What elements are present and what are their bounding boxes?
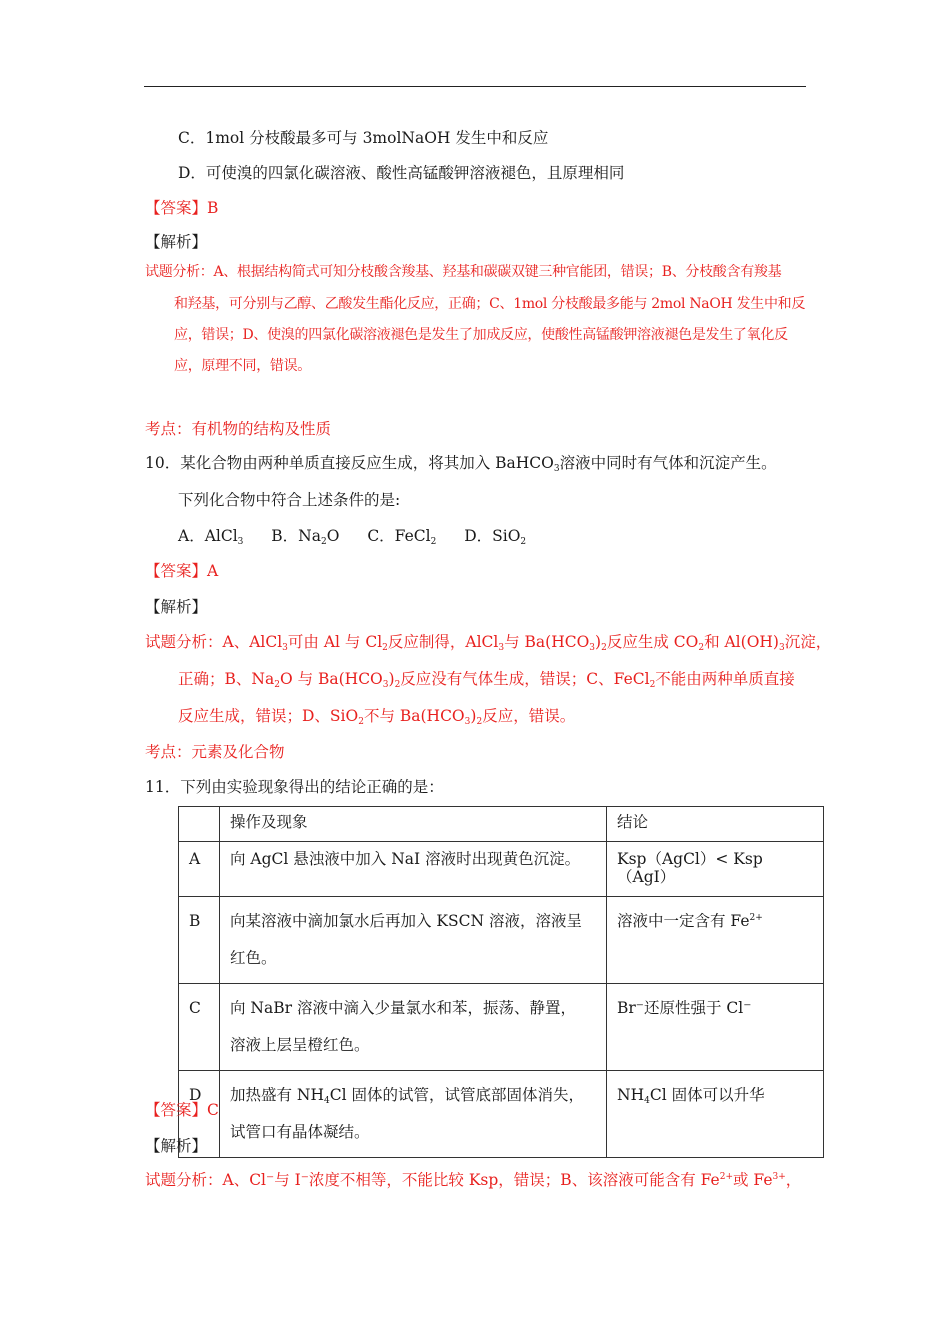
kaodian: 考点：元素及化合物 xyxy=(145,743,285,761)
question-10-stem: 10．某化合物由两种单质直接反应生成，将其加入 BaHCO$_3$溶液中同时有气体和沉淀产生。 xyxy=(145,454,777,474)
row-conclusion: 溶液中一定含有 $Fe^{2+}$ xyxy=(607,897,824,984)
row-operation: 向 AgCl 悬浊液中加入 NaI 溶液时出现黄色沉淀。 xyxy=(220,842,607,897)
question-10-options xyxy=(178,526,526,546)
analysis-line: 应，原理不同，错误。 xyxy=(174,358,311,374)
option-d: D．可使溴的四氯化碳溶液、酸性高锰酸钾溶液褪色，且原理相同 xyxy=(178,164,625,182)
analysis-label: 【解析】 xyxy=(145,1137,208,1155)
table-header-row xyxy=(179,807,824,842)
row-label: C xyxy=(179,984,220,1071)
row-operation: 向 NaBr 溶液中滴入少量氯水和苯，振荡、静置， 溶液上层呈橙红色。 xyxy=(220,984,607,1071)
analysis-line: 试题分析：A、Cl⁻与 I⁻浓度不相等，不能比较 Ksp，错误；B、该溶液可能含有 $Fe^{2+}$或 $Fe^{3+}$， xyxy=(145,1171,802,1189)
answer-label: 【答案】C xyxy=(145,1101,219,1119)
question-10-stem-2: 下列化合物中符合上述条件的是: xyxy=(178,491,401,509)
table-header-cell: 操作及现象 xyxy=(220,807,607,842)
row-label: A xyxy=(179,842,220,897)
analysis-label: 【解析】 xyxy=(145,598,208,616)
table-row xyxy=(179,897,824,984)
analysis-line: 正确；B、$Na_2O$ 与 $Ba(HCO_3)_2$反应没有气体生成，错误；C、FeCl$_2$不能由两种单质直接 xyxy=(178,670,795,690)
analysis-line: 和羟基，可分别与乙醇、乙酸发生酯化反应，正确；C、1mol 分枝酸最多能与 2mol NaOH 发生中和反 xyxy=(174,296,806,312)
analysis-label: 【解析】 xyxy=(145,233,208,251)
header-rule xyxy=(144,86,806,87)
analysis-line: 应，错误；D、使溴的四氯化碳溶液褪色是发生了加成反应，使酸性高锰酸钾溶液褪色是发生了氧化反 xyxy=(174,327,788,343)
row-operation: 向某溶液中滴加氯水后再加入 KSCN 溶液，溶液呈 红色。 xyxy=(220,897,607,984)
row-label: B xyxy=(179,897,220,984)
row-conclusion: $NH_4Cl$ 固体可以升华 xyxy=(607,1071,824,1158)
row-conclusion: Br⁻还原性强于 Cl⁻ xyxy=(607,984,824,1071)
row-conclusion: Ksp（AgCl）< Ksp（AgI） xyxy=(607,842,824,897)
table-header-cell xyxy=(179,807,220,842)
option-c: C．1mol 分枝酸最多可与 3molNaOH 发生中和反应 xyxy=(178,129,549,147)
table-row xyxy=(179,1071,824,1158)
analysis-line: 试题分析：A、AlCl$_3$可由 Al 与 $Cl_2$反应制得，AlCl$_3$与 $Ba(HCO_3)_2$反应生成 $CO_2$和 $Al(OH)_3$沉淀， xyxy=(145,633,832,653)
question-11-stem: 11．下列由实验现象得出的结论正确的是： xyxy=(145,778,444,796)
option-a: A．AlCl$_3$ xyxy=(178,527,244,547)
kaodian: 考点：有机物的结构及性质 xyxy=(145,420,332,438)
answer-label: 【答案】B xyxy=(145,199,219,217)
row-operation: 加热盛有 $NH_4Cl$ 固体的试管，试管底部固体消失， 试管口有晶体凝结。 xyxy=(220,1071,607,1158)
analysis-line: 反应生成，错误；D、SiO$_2$不与 $Ba(HCO_3)_2$反应，错误。 xyxy=(178,707,576,727)
row-label: D xyxy=(179,1071,220,1158)
table-row xyxy=(179,984,824,1071)
option-b: B．$Na_2O$ xyxy=(271,527,340,547)
table-row xyxy=(179,842,824,897)
experiment-table xyxy=(178,806,824,1158)
option-d: D．SiO$_2$ xyxy=(464,527,527,547)
analysis-line: 试题分析：A、根据结构简式可知分枝酸含羧基、羟基和碳碳双键三种官能团，错误；B、分枝酸含有羧基 xyxy=(145,264,782,280)
answer-label: 【答案】A xyxy=(145,562,219,580)
table-header-cell: 结论 xyxy=(607,807,824,842)
option-c: C．FeCl$_2$ xyxy=(367,527,437,547)
